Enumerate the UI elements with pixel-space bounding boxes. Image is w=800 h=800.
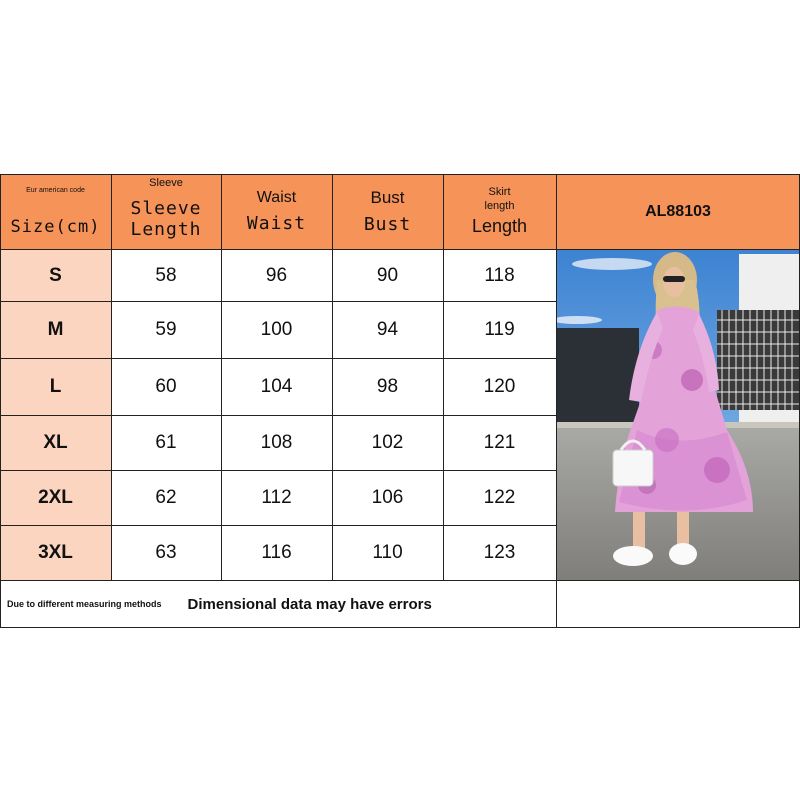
table-cell-sleeve: 62 (111, 471, 221, 525)
header-product-code (556, 174, 800, 249)
table-cell-waist: 96 (221, 250, 332, 301)
header-size (0, 174, 111, 249)
footer-empty-cell (556, 581, 800, 627)
header-sleeve (111, 174, 221, 249)
header-waist-label: Waist (246, 213, 307, 234)
header-size-label: Size(cm) (10, 216, 101, 237)
header-bust (332, 174, 443, 249)
table-cell-length: 122 (443, 471, 556, 525)
table-cell-waist: 100 (221, 302, 332, 358)
table-row-size: XL (0, 416, 111, 470)
table-cell-length: 123 (443, 526, 556, 580)
header-waist (221, 174, 332, 249)
header-skirt-small-1: Skirt (488, 186, 511, 198)
table-cell-sleeve: 61 (111, 416, 221, 470)
table-cell-sleeve: 60 (111, 359, 221, 415)
table-cell-sleeve: 59 (111, 302, 221, 358)
header-sleeve-label-1: Sleeve (130, 197, 202, 219)
header-skirt-label: Length (471, 216, 528, 236)
header-bust-label: Bust (363, 214, 412, 235)
table-cell-waist: 116 (221, 526, 332, 580)
product-code: AL88103 (645, 202, 711, 220)
header-skirt-length (443, 174, 556, 249)
table-row-size: S (0, 250, 111, 301)
table-row-size: 3XL (0, 526, 111, 580)
table-cell-length: 119 (443, 302, 556, 358)
table-cell-bust: 106 (332, 471, 443, 525)
table-cell-length: 118 (443, 250, 556, 301)
table-cell-waist: 104 (221, 359, 332, 415)
header-waist-small: Waist (256, 189, 297, 206)
table-cell-bust: 110 (332, 526, 443, 580)
table-cell-sleeve: 58 (111, 250, 221, 301)
table-row-size: 2XL (0, 471, 111, 525)
footer-note-main: Dimensional data may have errors (187, 595, 432, 613)
header-sleeve-label-2: Length (130, 218, 202, 240)
table-row-size: M (0, 302, 111, 358)
table-row-size: L (0, 359, 111, 415)
footer-note-row (0, 581, 556, 627)
table-cell-length: 121 (443, 416, 556, 470)
product-photo (557, 250, 799, 580)
header-bust-small: Bust (370, 188, 405, 207)
table-cell-length: 120 (443, 359, 556, 415)
table-cell-bust: 94 (332, 302, 443, 358)
table-cell-bust: 98 (332, 359, 443, 415)
header-size-code-label: Eur american code (26, 187, 85, 194)
table-cell-bust: 90 (332, 250, 443, 301)
footer-note-small: Due to different measuring methods (7, 599, 162, 609)
table-cell-waist: 108 (221, 416, 332, 470)
table-cell-sleeve: 63 (111, 526, 221, 580)
header-sleeve-small: Sleeve (149, 177, 183, 189)
table-cell-bust: 102 (332, 416, 443, 470)
table-cell-waist: 112 (221, 471, 332, 525)
header-skirt-small-2: length (484, 200, 515, 212)
